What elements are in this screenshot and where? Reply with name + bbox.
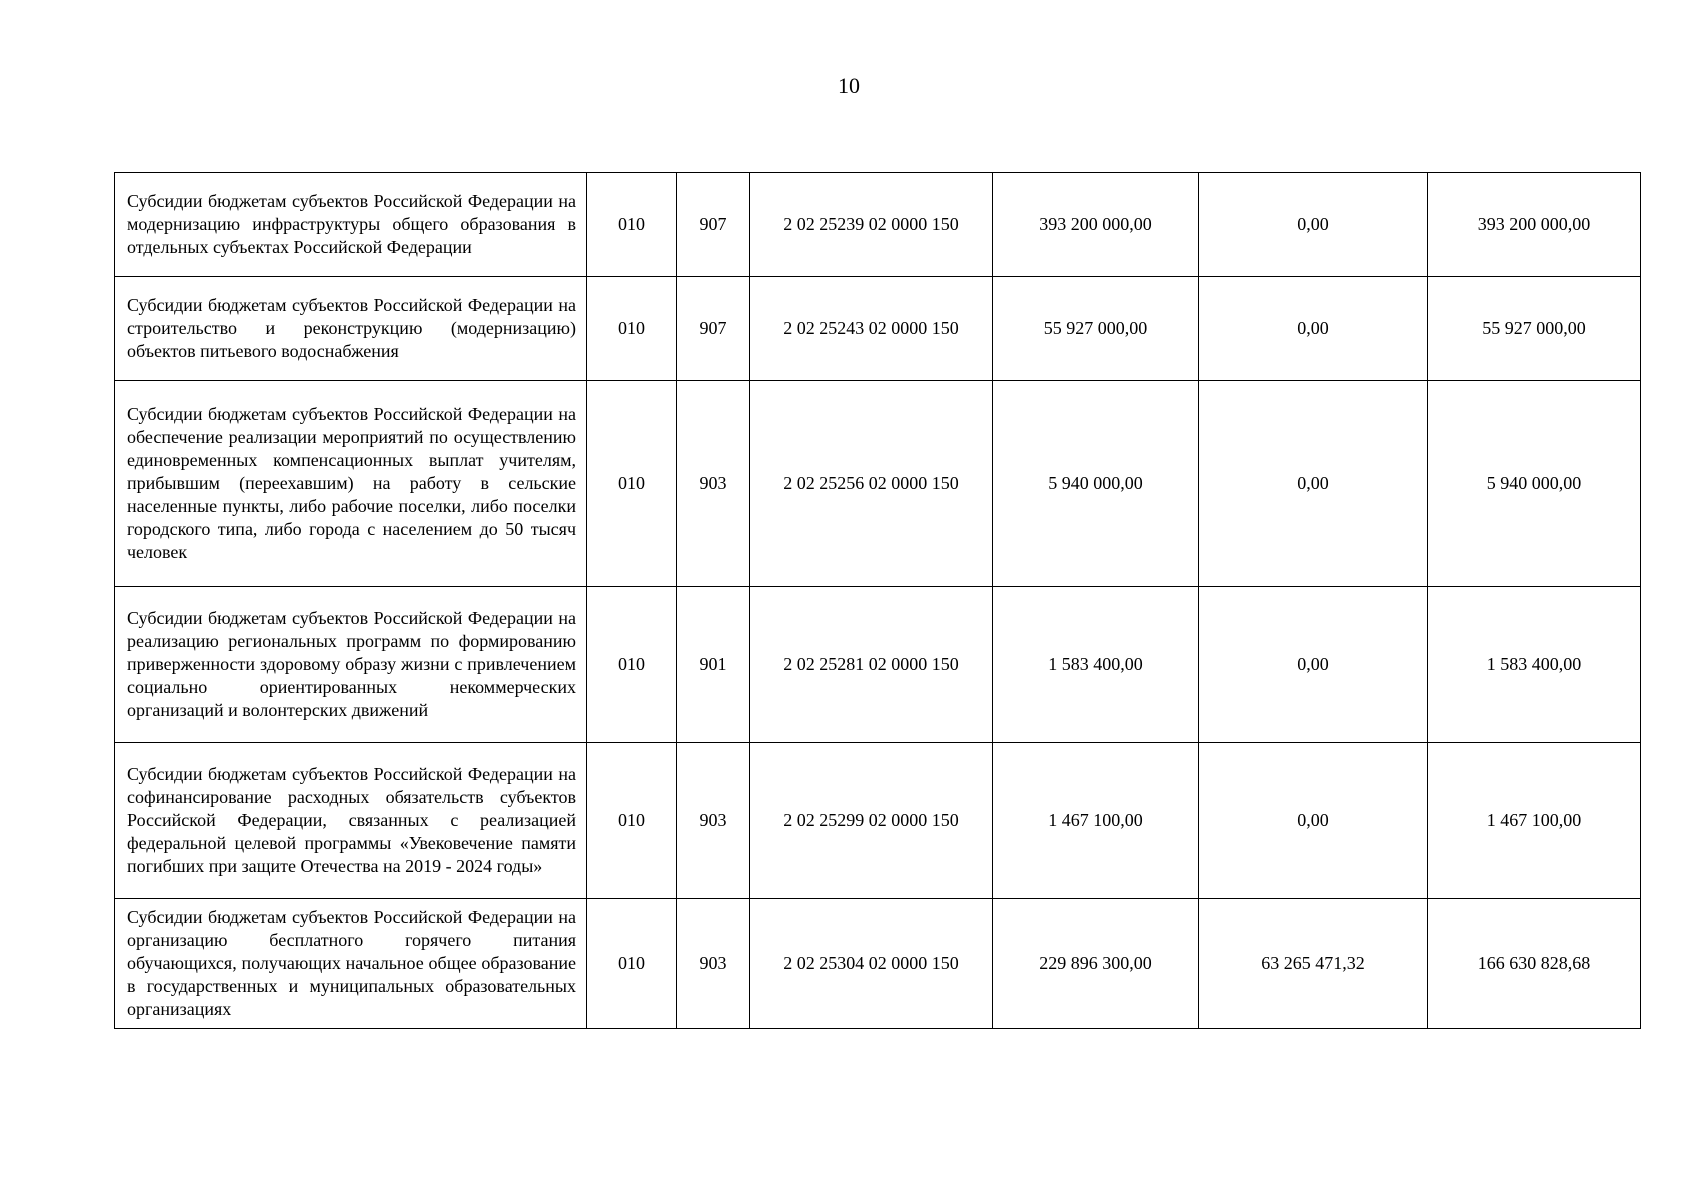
row-amount-exec: 63 265 471,32 — [1199, 899, 1428, 1029]
table-row — [115, 899, 1641, 1029]
row-description: Субсидии бюджетам субъектов Российской Федерации на софинансирование расходных обязательств субъектов Российской Федерации, связанных с реализацией федеральной целевой программы «Увековечение памяти погибших при защите Отечества на 2019 - 2024 годы» — [115, 743, 587, 899]
row-description: Субсидии бюджетам субъектов Российской Федерации на модернизацию инфраструктуры общего образования в отдельных субъектах Российской Федерации — [115, 173, 587, 277]
row-section-code: 010 — [587, 381, 677, 587]
row-section-code: 010 — [587, 277, 677, 381]
row-description: Субсидии бюджетам субъектов Российской Федерации на обеспечение реализации мероприятий по осуществлению единовременных компенсационных выплат учителям, прибывшим (переехавшим) на работу в сельские населенные пункты, либо рабочие поселки, либо поселки городского типа, либо города с населением до 50 тысяч человек — [115, 381, 587, 587]
row-amount-exec: 0,00 — [1199, 277, 1428, 381]
table-row — [115, 173, 1641, 277]
row-amount-remain: 5 940 000,00 — [1428, 381, 1641, 587]
row-admin-code: 901 — [677, 587, 750, 743]
table-row — [115, 587, 1641, 743]
row-amount-remain: 166 630 828,68 — [1428, 899, 1641, 1029]
row-amount-remain: 55 927 000,00 — [1428, 277, 1641, 381]
row-section-code: 010 — [587, 173, 677, 277]
row-amount-remain: 1 467 100,00 — [1428, 743, 1641, 899]
table-row — [115, 381, 1641, 587]
row-description: Субсидии бюджетам субъектов Российской Федерации на реализацию региональных программ по формированию приверженности здоровому образу жизни с привлечением социально ориентированных некоммерческих организаций и волонтерских движений — [115, 587, 587, 743]
row-admin-code: 907 — [677, 173, 750, 277]
row-admin-code: 907 — [677, 277, 750, 381]
row-budget-code: 2 02 25304 02 0000 150 — [750, 899, 993, 1029]
row-description: Субсидии бюджетам субъектов Российской Федерации на организацию бесплатного горячего питания обучающихся, получающих начальное общее образование в государственных и муниципальных образовательных организациях — [115, 899, 587, 1029]
row-amount-plan: 55 927 000,00 — [993, 277, 1199, 381]
row-amount-plan: 5 940 000,00 — [993, 381, 1199, 587]
row-amount-exec: 0,00 — [1199, 381, 1428, 587]
row-admin-code: 903 — [677, 899, 750, 1029]
row-amount-remain: 393 200 000,00 — [1428, 173, 1641, 277]
row-description: Субсидии бюджетам субъектов Российской Федерации на строительство и реконструкцию (модернизацию) объектов питьевого водоснабжения — [115, 277, 587, 381]
budget-table — [114, 172, 1641, 1029]
row-budget-code: 2 02 25299 02 0000 150 — [750, 743, 993, 899]
page-number: 10 — [838, 73, 860, 98]
row-amount-exec: 0,00 — [1199, 173, 1428, 277]
row-amount-plan: 229 896 300,00 — [993, 899, 1199, 1029]
row-budget-code: 2 02 25239 02 0000 150 — [750, 173, 993, 277]
row-section-code: 010 — [587, 587, 677, 743]
row-amount-exec: 0,00 — [1199, 587, 1428, 743]
row-amount-remain: 1 583 400,00 — [1428, 587, 1641, 743]
row-admin-code: 903 — [677, 743, 750, 899]
table-row — [115, 743, 1641, 899]
row-budget-code: 2 02 25281 02 0000 150 — [750, 587, 993, 743]
row-amount-plan: 1 583 400,00 — [993, 587, 1199, 743]
row-section-code: 010 — [587, 899, 677, 1029]
row-budget-code: 2 02 25243 02 0000 150 — [750, 277, 993, 381]
row-amount-plan: 393 200 000,00 — [993, 173, 1199, 277]
row-section-code: 010 — [587, 743, 677, 899]
row-admin-code: 903 — [677, 381, 750, 587]
table-row — [115, 277, 1641, 381]
row-amount-exec: 0,00 — [1199, 743, 1428, 899]
row-budget-code: 2 02 25256 02 0000 150 — [750, 381, 993, 587]
row-amount-plan: 1 467 100,00 — [993, 743, 1199, 899]
